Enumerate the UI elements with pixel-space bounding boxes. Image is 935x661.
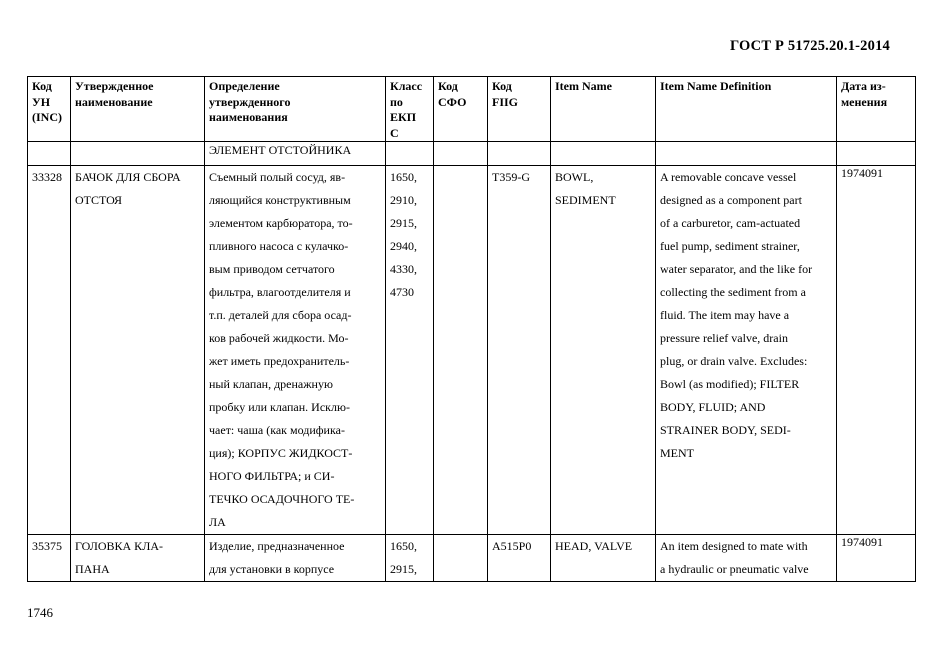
cell-definition: Изделие, предназначенное для установки в корпусе: [205, 535, 386, 582]
header-item-name: Item Name: [551, 77, 656, 142]
header-approved-name: Утвержденное наименование: [71, 77, 205, 142]
table-row: [28, 166, 916, 535]
cell-ekps-class: 1650, 2915,: [386, 535, 434, 582]
cell-sfo-code: [434, 166, 488, 535]
cell-ekps-class: 1650, 2910, 2915, 2940, 4330, 4730: [386, 166, 434, 535]
cell-ekps-class: [386, 142, 434, 166]
cell-definition: Съемный полый сосуд, яв- ляющийся конструктивным элементом карбюратора, то- пливного насоса с кулачко- вым приводом сетчатого фильтра, влагоотделителя и т.п. деталей для сбора осад- ков рабочей жидкости. Мо- жет иметь предохранитель- ный клапан, дренажную пробку или клапан. Исклю- чает: чаша (как модифика- ция); КОРПУС ЖИДКОСТ- НОГО ФИЛЬТРА; и СИ- ТЕЧКО ОСАДОЧНОГО ТЕ- ЛА: [205, 166, 386, 535]
cell-code-un: 35375: [28, 535, 71, 582]
cell-item-name: BOWL, SEDIMENT: [551, 166, 656, 535]
cell-code-un: [28, 142, 71, 166]
header-change-date: Дата из- менения: [837, 77, 916, 142]
cell-approved-name: [71, 142, 205, 166]
table-row: [28, 535, 916, 582]
cell-item-name: [551, 142, 656, 166]
header-item-name-definition: Item Name Definition: [656, 77, 837, 142]
cell-code-un: 33328: [28, 166, 71, 535]
continuation-row: [28, 142, 916, 166]
cell-change-date: 1974091: [837, 166, 916, 535]
header-sfo-code: Код СФО: [434, 77, 488, 142]
cell-approved-name: БАЧОК ДЛЯ СБОРА ОТСТОЯ: [71, 166, 205, 535]
cell-change-date: [837, 142, 916, 166]
cell-item-name-definition: An item designed to mate with a hydraulic or pneumatic valve: [656, 535, 837, 582]
header-ekps-class: Класс по ЕКП С: [386, 77, 434, 142]
nomenclature-table: [27, 76, 916, 582]
cell-sfo-code: [434, 142, 488, 166]
table-header-row: [28, 77, 916, 142]
cell-item-name-definition: [656, 142, 837, 166]
cell-approved-name: ГОЛОВКА КЛА- ПАНА: [71, 535, 205, 582]
cell-fiig-code: T359-G: [488, 166, 551, 535]
cell-item-name: HEAD, VALVE: [551, 535, 656, 582]
cell-change-date: 1974091: [837, 535, 916, 582]
cell-fiig-code: A515P0: [488, 535, 551, 582]
header-fiig-code: Код FIIG: [488, 77, 551, 142]
cell-definition: ЭЛЕМЕНТ ОТСТОЙНИКА: [205, 142, 386, 166]
cell-sfo-code: [434, 535, 488, 582]
header-code-un: Код УН (INC): [28, 77, 71, 142]
cell-fiig-code: [488, 142, 551, 166]
cell-item-name-definition: A removable concave vessel designed as a component part of a carburetor, cam-actuated fuel pump, sediment strainer, water separator, and the like for collecting the sediment from a fluid. The item may have a pressure relief valve, drain plug, or drain valve. Excludes: Bowl (as modified); FILTER BODY, FLUID; AND STRAINER BODY, SEDI- MENT: [656, 166, 837, 535]
document-standard-title: ГОСТ Р 51725.20.1-2014: [729, 38, 890, 54]
page-number: 1746: [27, 605, 53, 620]
header-definition: Определение утвержденного наименования: [205, 77, 386, 142]
